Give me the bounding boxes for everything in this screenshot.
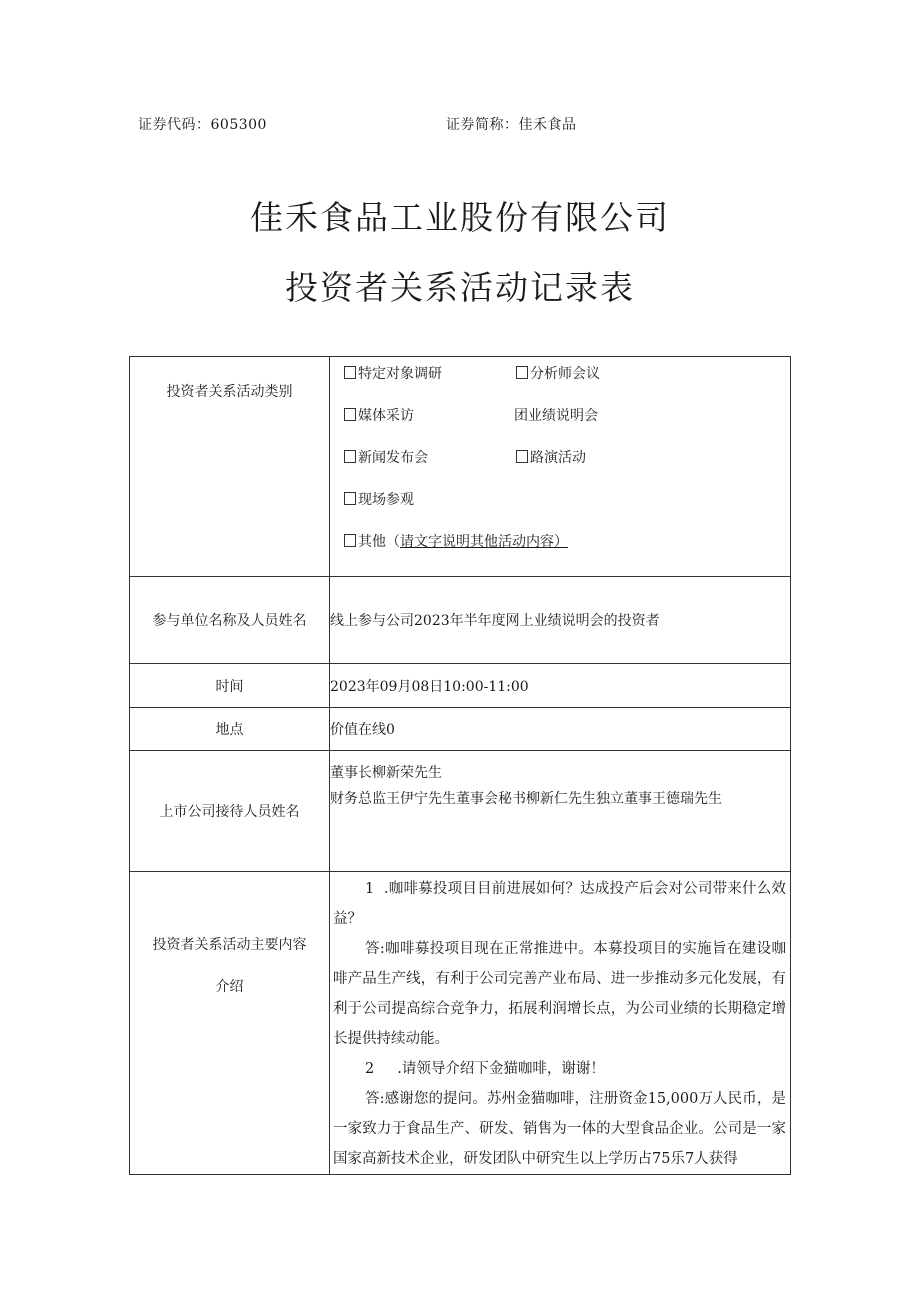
row-time <box>130 664 791 708</box>
option-earnings-briefing[interactable]: 团业绩说明会 <box>514 408 598 424</box>
checkbox-icon <box>344 534 356 547</box>
location-value: 价值在线0 <box>330 708 791 751</box>
option-roadshow[interactable]: 路演活动 <box>516 447 586 467</box>
option-special-survey[interactable]: 特定对象调研 <box>344 363 442 383</box>
participants-value: 线上参与公司2023年半年度网上业绩说明会的投资者 <box>330 577 791 664</box>
row-reception <box>130 751 791 872</box>
content-label: 投资者关系活动主要内容 介绍 <box>130 872 330 1175</box>
option-other[interactable]: 其他（请文字说明其他活动内容） <box>344 531 568 551</box>
row-location <box>130 708 791 751</box>
option-media-interview[interactable]: 媒体采访 <box>344 405 414 425</box>
checkbox-icon <box>344 450 356 463</box>
reception-line-1: 董事长柳新荣先生 <box>330 765 442 781</box>
option-site-visit[interactable]: 现场参观 <box>344 489 414 509</box>
activity-type-label: 投资者关系活动类别 <box>130 357 330 577</box>
other-note: 请文字说明其他活动内容） <box>400 534 568 550</box>
checkbox-icon <box>516 450 528 463</box>
row-participants <box>130 577 791 664</box>
time-value: 2023年09月08日10:00-11:00 <box>330 664 791 708</box>
checkbox-icon <box>344 492 356 505</box>
document-title: 投资者关系活动记录表 <box>285 268 635 307</box>
row-activity-type <box>130 357 791 577</box>
participants-label: 参与单位名称及人员姓名 <box>130 577 330 664</box>
content-body <box>330 872 791 1175</box>
option-analyst-meeting[interactable]: 分析师会议 <box>516 363 600 383</box>
time-label: 时间 <box>130 664 330 708</box>
reception-label: 上市公司接待人员姓名 <box>130 751 330 872</box>
location-label: 地点 <box>130 708 330 751</box>
company-title: 佳禾食品工业股份有限公司 <box>250 198 670 237</box>
row-content <box>130 872 791 1175</box>
answer-2: 答:感谢您的提问。苏州金猫咖啡，注册资金15,000万人民币，是一家致力于食品生产、研发、销售为一体的大型食品企业。公司是一家国家高新技术企业，研发团队中研究生以上学历占75乐7人获得 <box>333 1091 786 1167</box>
reception-line-2: 财务总监王伊宁先生董事会秘书柳新仁先生独立董事王德瑞先生 <box>330 791 722 807</box>
checkbox-icon <box>516 366 528 379</box>
option-press-conference[interactable]: 新闻发布会 <box>344 447 428 467</box>
activity-type-options <box>330 357 791 577</box>
record-table <box>129 356 791 1175</box>
question-2: 2 .请领导介绍下金猫咖啡，谢谢！ <box>365 1061 605 1077</box>
stock-code: 证券代码：605300 <box>138 117 267 133</box>
stock-abbreviation: 证券简称：佳禾食品 <box>446 117 577 133</box>
answer-1: 答:咖啡募投项目现在正常推进中。本募投项目的实施旨在建设咖啡产品生产线，有利于公司完善产业布局、进一步推动多元化发展，有利于公司提高综合竞争力，拓展利润增长点，为公司业绩的长期稳定增长提供持续动能。 <box>333 941 786 1047</box>
question-1: 1 .咖啡募投项目目前进展如何？达成投产后会对公司带来什么效益？ <box>333 881 786 927</box>
reception-value <box>330 751 791 872</box>
checkbox-icon <box>344 408 356 421</box>
checkbox-icon <box>344 366 356 379</box>
